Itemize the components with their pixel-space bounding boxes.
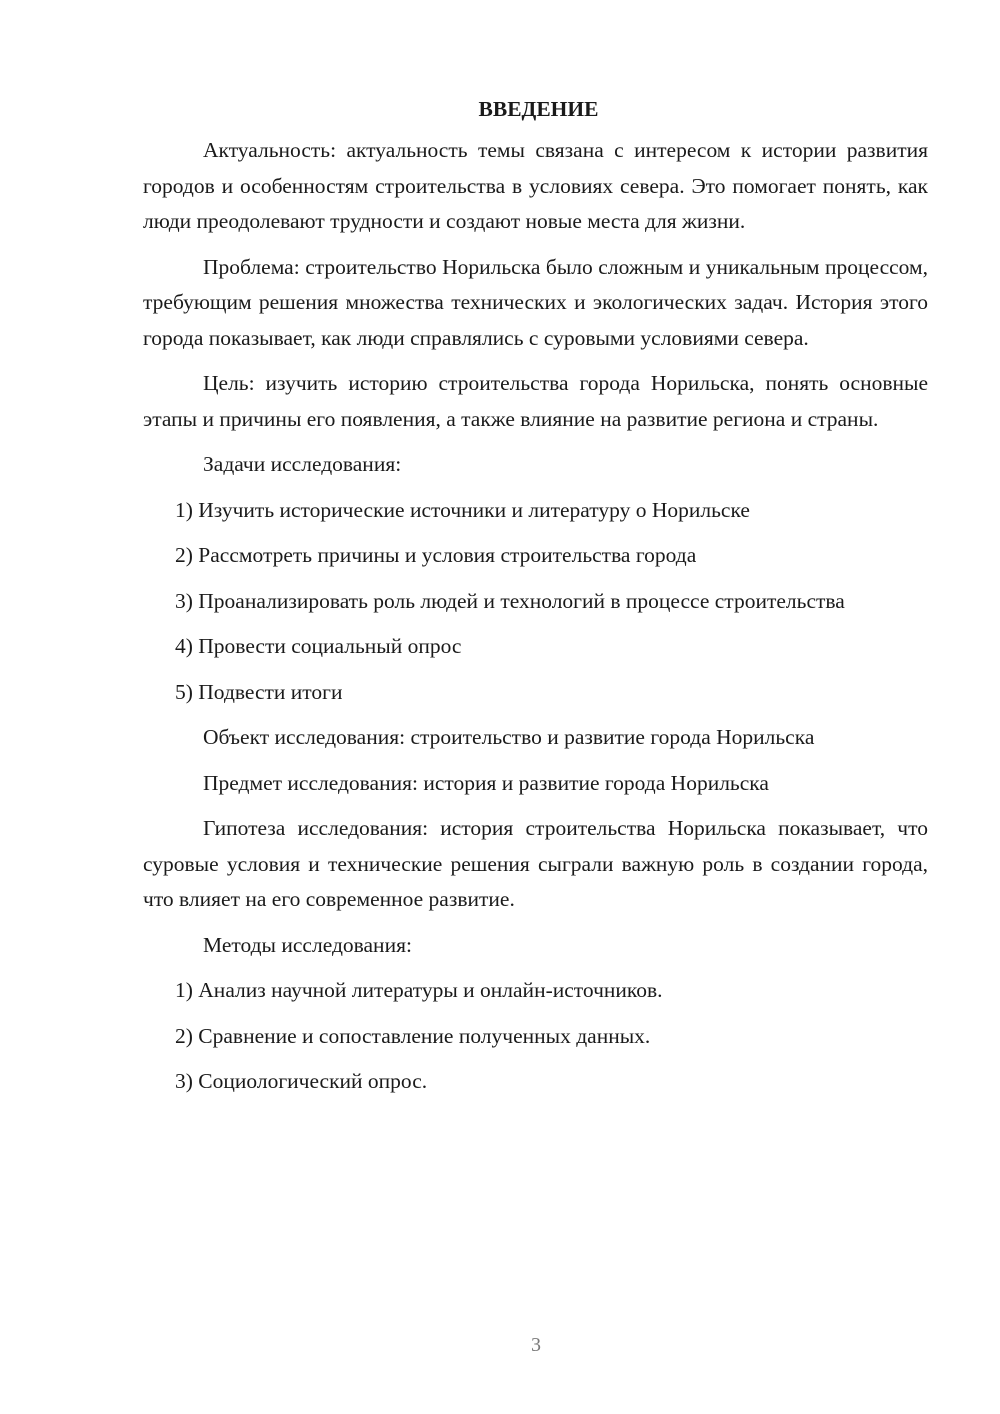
page-number: 3 bbox=[531, 1334, 541, 1356]
relevance-paragraph: Актуальность: актуальность темы связана с интересом к истории развития городов и особенностям строительства в условиях севера. Это помогает понять, как люди преодолевают трудности и создают новые места для жизни. bbox=[143, 138, 928, 233]
page-title: ВВЕДЕНИЕ bbox=[478, 97, 599, 121]
page-content bbox=[143, 92, 928, 1110]
task-item: 4) Провести социальный опрос bbox=[175, 634, 462, 658]
task-item: 2) Рассмотреть причины и условия строительства города bbox=[175, 543, 697, 567]
task-item: 5) Подвести итоги bbox=[175, 679, 343, 704]
method-item: 3) Социологический опрос. bbox=[175, 1069, 428, 1093]
problem-paragraph: Проблема: строительство Норильска было сложным и уникальным процессом, требующим решения множества технических и экологических задач. История этого города показывает, как люди справлялись с суровыми условиями севера. bbox=[143, 254, 928, 350]
tasks-heading: Задачи исследования: bbox=[203, 452, 402, 476]
methods-heading: Методы исследования: bbox=[203, 932, 412, 957]
method-item: 1) Анализ научной литературы и онлайн-источников. bbox=[175, 978, 663, 1002]
hypothesis-paragraph: Гипотеза исследования: история строительства Норильска показывает, что суровые условия и технические решения сыграли важную роль в создании города, что влияет на его современное развитие. bbox=[143, 816, 928, 911]
research-subject: Предмет исследования: история и развитие города Норильска bbox=[203, 770, 769, 795]
task-item: 3) Проанализировать роль людей и технологий в процессе строительства bbox=[175, 588, 845, 613]
goal-paragraph: Цель: изучить историю строительства города Норильска, понять основные этапы и причины его появления, а также влияние на развитие региона и страны. bbox=[143, 371, 928, 431]
research-object: Объект исследования: строительство и развитие города Норильска bbox=[203, 725, 815, 749]
method-item: 2) Сравнение и сопоставление полученных данных. bbox=[175, 1023, 651, 1048]
task-item: 1) Изучить исторические источники и литературу о Норильске bbox=[175, 497, 750, 522]
